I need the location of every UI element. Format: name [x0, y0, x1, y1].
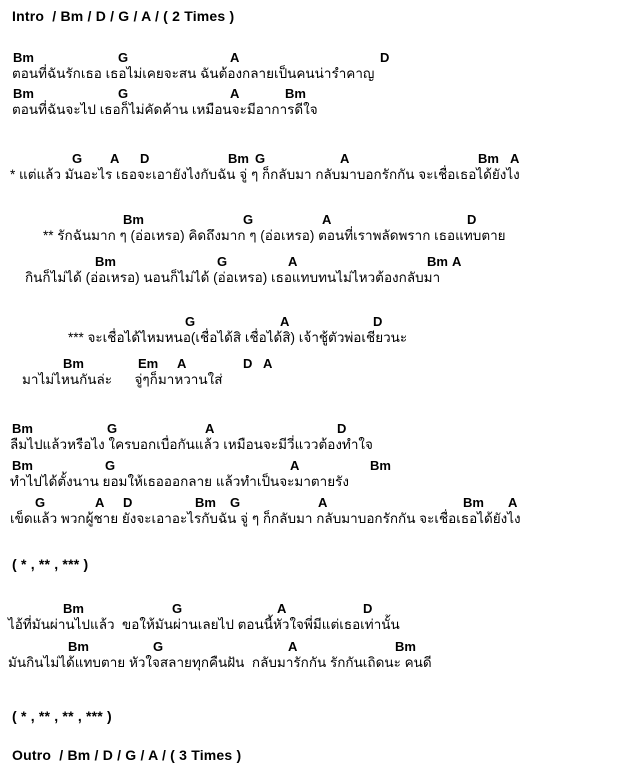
- section-header: Intro / Bm / D / G / A / ( 2 Times ): [12, 8, 235, 24]
- chord-label: G: [35, 495, 46, 510]
- chord-label: A: [508, 495, 518, 510]
- chord-label: A: [510, 151, 520, 166]
- chord-line: [0, 50, 620, 66]
- chord-label: Bm: [95, 254, 116, 269]
- chord-label: Bm: [195, 495, 216, 510]
- chord-label: A: [280, 314, 290, 329]
- chord-label: Bm: [427, 254, 448, 269]
- lyric-line: ไอ้ที่มันผ่านไปแล้ว ขอให้มันผ่านเลยไป ตอนนี้หัวใจพี่มีแต่เธอเท่านั้น: [8, 617, 400, 632]
- chord-label: A: [322, 212, 332, 227]
- chord-label: A: [288, 254, 298, 269]
- lyric-line: มาไม่ไหนกันล่ะ จู่ๆก็มาหวานใส่: [22, 372, 223, 387]
- chord-label: Bm: [12, 458, 33, 473]
- chord-label: G: [107, 421, 118, 436]
- chord-label: A: [177, 356, 187, 371]
- chord-label: Em: [138, 356, 159, 371]
- chord-label: G: [230, 495, 241, 510]
- lyric-line: ลืมไปแล้วหรือไง ใครบอกเบื่อกันแล้ว เหมือนจะมีวี่แววต้องทำใจ: [10, 437, 373, 452]
- chord-label: D: [123, 495, 133, 510]
- chord-label: Bm: [68, 639, 89, 654]
- chord-label: D: [363, 601, 373, 616]
- lyric-line: ** รักฉันมาก ๆ (อ่อเหรอ) คิดถึงมาก ๆ (อ่อเหรอ) ตอนที่เราพลัดพราก เธอแทบตาย: [43, 228, 506, 243]
- chord-line: [0, 212, 620, 228]
- chord-line: [0, 86, 620, 102]
- lyric-line: กินก็ไม่ได้ (อ่อเหรอ) นอนก็ไม่ได้ (อ่อเหรอ) เธอแทบทนไม่ไหวต้องกลับมา: [25, 270, 441, 285]
- chord-line: [0, 356, 620, 372]
- chord-label: G: [172, 601, 183, 616]
- chord-label: Bm: [123, 212, 144, 227]
- chord-label: A: [263, 356, 273, 371]
- chord-label: Bm: [228, 151, 249, 166]
- chord-label: A: [288, 639, 298, 654]
- lyric-line: ทำไปได้ตั้งนาน ยอมให้เธอออกลาย แล้วทำเป็นจะมาตายรัง: [10, 474, 350, 489]
- chord-line: [0, 314, 620, 330]
- chord-label: A: [290, 458, 300, 473]
- chord-label: G: [72, 151, 83, 166]
- chord-label: Bm: [478, 151, 499, 166]
- chord-label: A: [318, 495, 328, 510]
- chord-label: G: [255, 151, 266, 166]
- chord-line: [0, 151, 620, 167]
- chord-label: Bm: [463, 495, 484, 510]
- chord-label: G: [118, 50, 129, 65]
- chord-label: G: [217, 254, 228, 269]
- chord-line: [0, 639, 620, 655]
- chord-label: G: [118, 86, 129, 101]
- chord-label: A: [452, 254, 462, 269]
- chord-label: D: [467, 212, 477, 227]
- lyric-line: * แต่แล้ว มันอะไร เธอจะเอายังไงกับฉัน จู่ ๆ ก็กลับมา กลับมาบอกรักกัน จะเชื่อเธอได้ยังไง: [10, 167, 520, 182]
- chord-label: D: [373, 314, 383, 329]
- chord-label: G: [185, 314, 196, 329]
- lyric-line: ตอนที่ฉันจะไป เธอก็ไม่คัดค้าน เหมือนจะมีอาการดีใจ: [12, 102, 318, 117]
- chord-label: Bm: [63, 601, 84, 616]
- chord-line: [0, 458, 620, 474]
- chord-label: A: [340, 151, 350, 166]
- section-header: ( * , ** , ** , *** ): [12, 708, 112, 724]
- chord-label: Bm: [13, 50, 34, 65]
- chord-label: Bm: [370, 458, 391, 473]
- lyric-line: เข็ดแล้ว พวกผู้ชาย ยังจะเอาอะไรกับฉัน จู่ ๆ ก็กลับมา กลับมาบอกรักกัน จะเชื่อเธอได้ยังไง: [10, 511, 521, 526]
- chord-label: A: [95, 495, 105, 510]
- chord-label: Bm: [63, 356, 84, 371]
- chord-label: G: [105, 458, 116, 473]
- lyric-line: มันกินไม่ได้แทบตาย หัวใจสลายทุกคืนฝัน กลับมารักกัน รักกันเถิดนะ คนดี: [8, 655, 432, 670]
- chord-label: G: [153, 639, 164, 654]
- section-header: Outro / Bm / D / G / A / ( 3 Times ): [12, 747, 242, 763]
- chord-label: D: [243, 356, 253, 371]
- chord-label: A: [110, 151, 120, 166]
- chord-label: A: [230, 86, 240, 101]
- chord-label: A: [230, 50, 240, 65]
- chord-label: Bm: [395, 639, 416, 654]
- lyric-line: *** จะเชื่อได้ไหมหนอ(เชื่อได้สิ เชื่อได้สิ) เจ้าชู้ตัวพ่อเชียวนะ: [68, 330, 408, 345]
- chord-label: D: [337, 421, 347, 436]
- chord-line: [0, 495, 620, 511]
- chord-label: D: [380, 50, 390, 65]
- section-header: ( * , ** , *** ): [12, 556, 89, 572]
- chord-line: [0, 254, 620, 270]
- chord-line: [0, 601, 620, 617]
- chord-label: A: [205, 421, 215, 436]
- chord-label: A: [277, 601, 287, 616]
- chord-label: D: [140, 151, 150, 166]
- chord-line: [0, 421, 620, 437]
- lyric-line: ตอนที่ฉันรักเธอ เธอไม่เคยจะสน ฉันต้องกลายเป็นคนน่ารำคาญ: [12, 66, 375, 81]
- chord-label: Bm: [285, 86, 306, 101]
- chord-label: G: [243, 212, 254, 227]
- chord-label: Bm: [13, 86, 34, 101]
- chord-label: Bm: [12, 421, 33, 436]
